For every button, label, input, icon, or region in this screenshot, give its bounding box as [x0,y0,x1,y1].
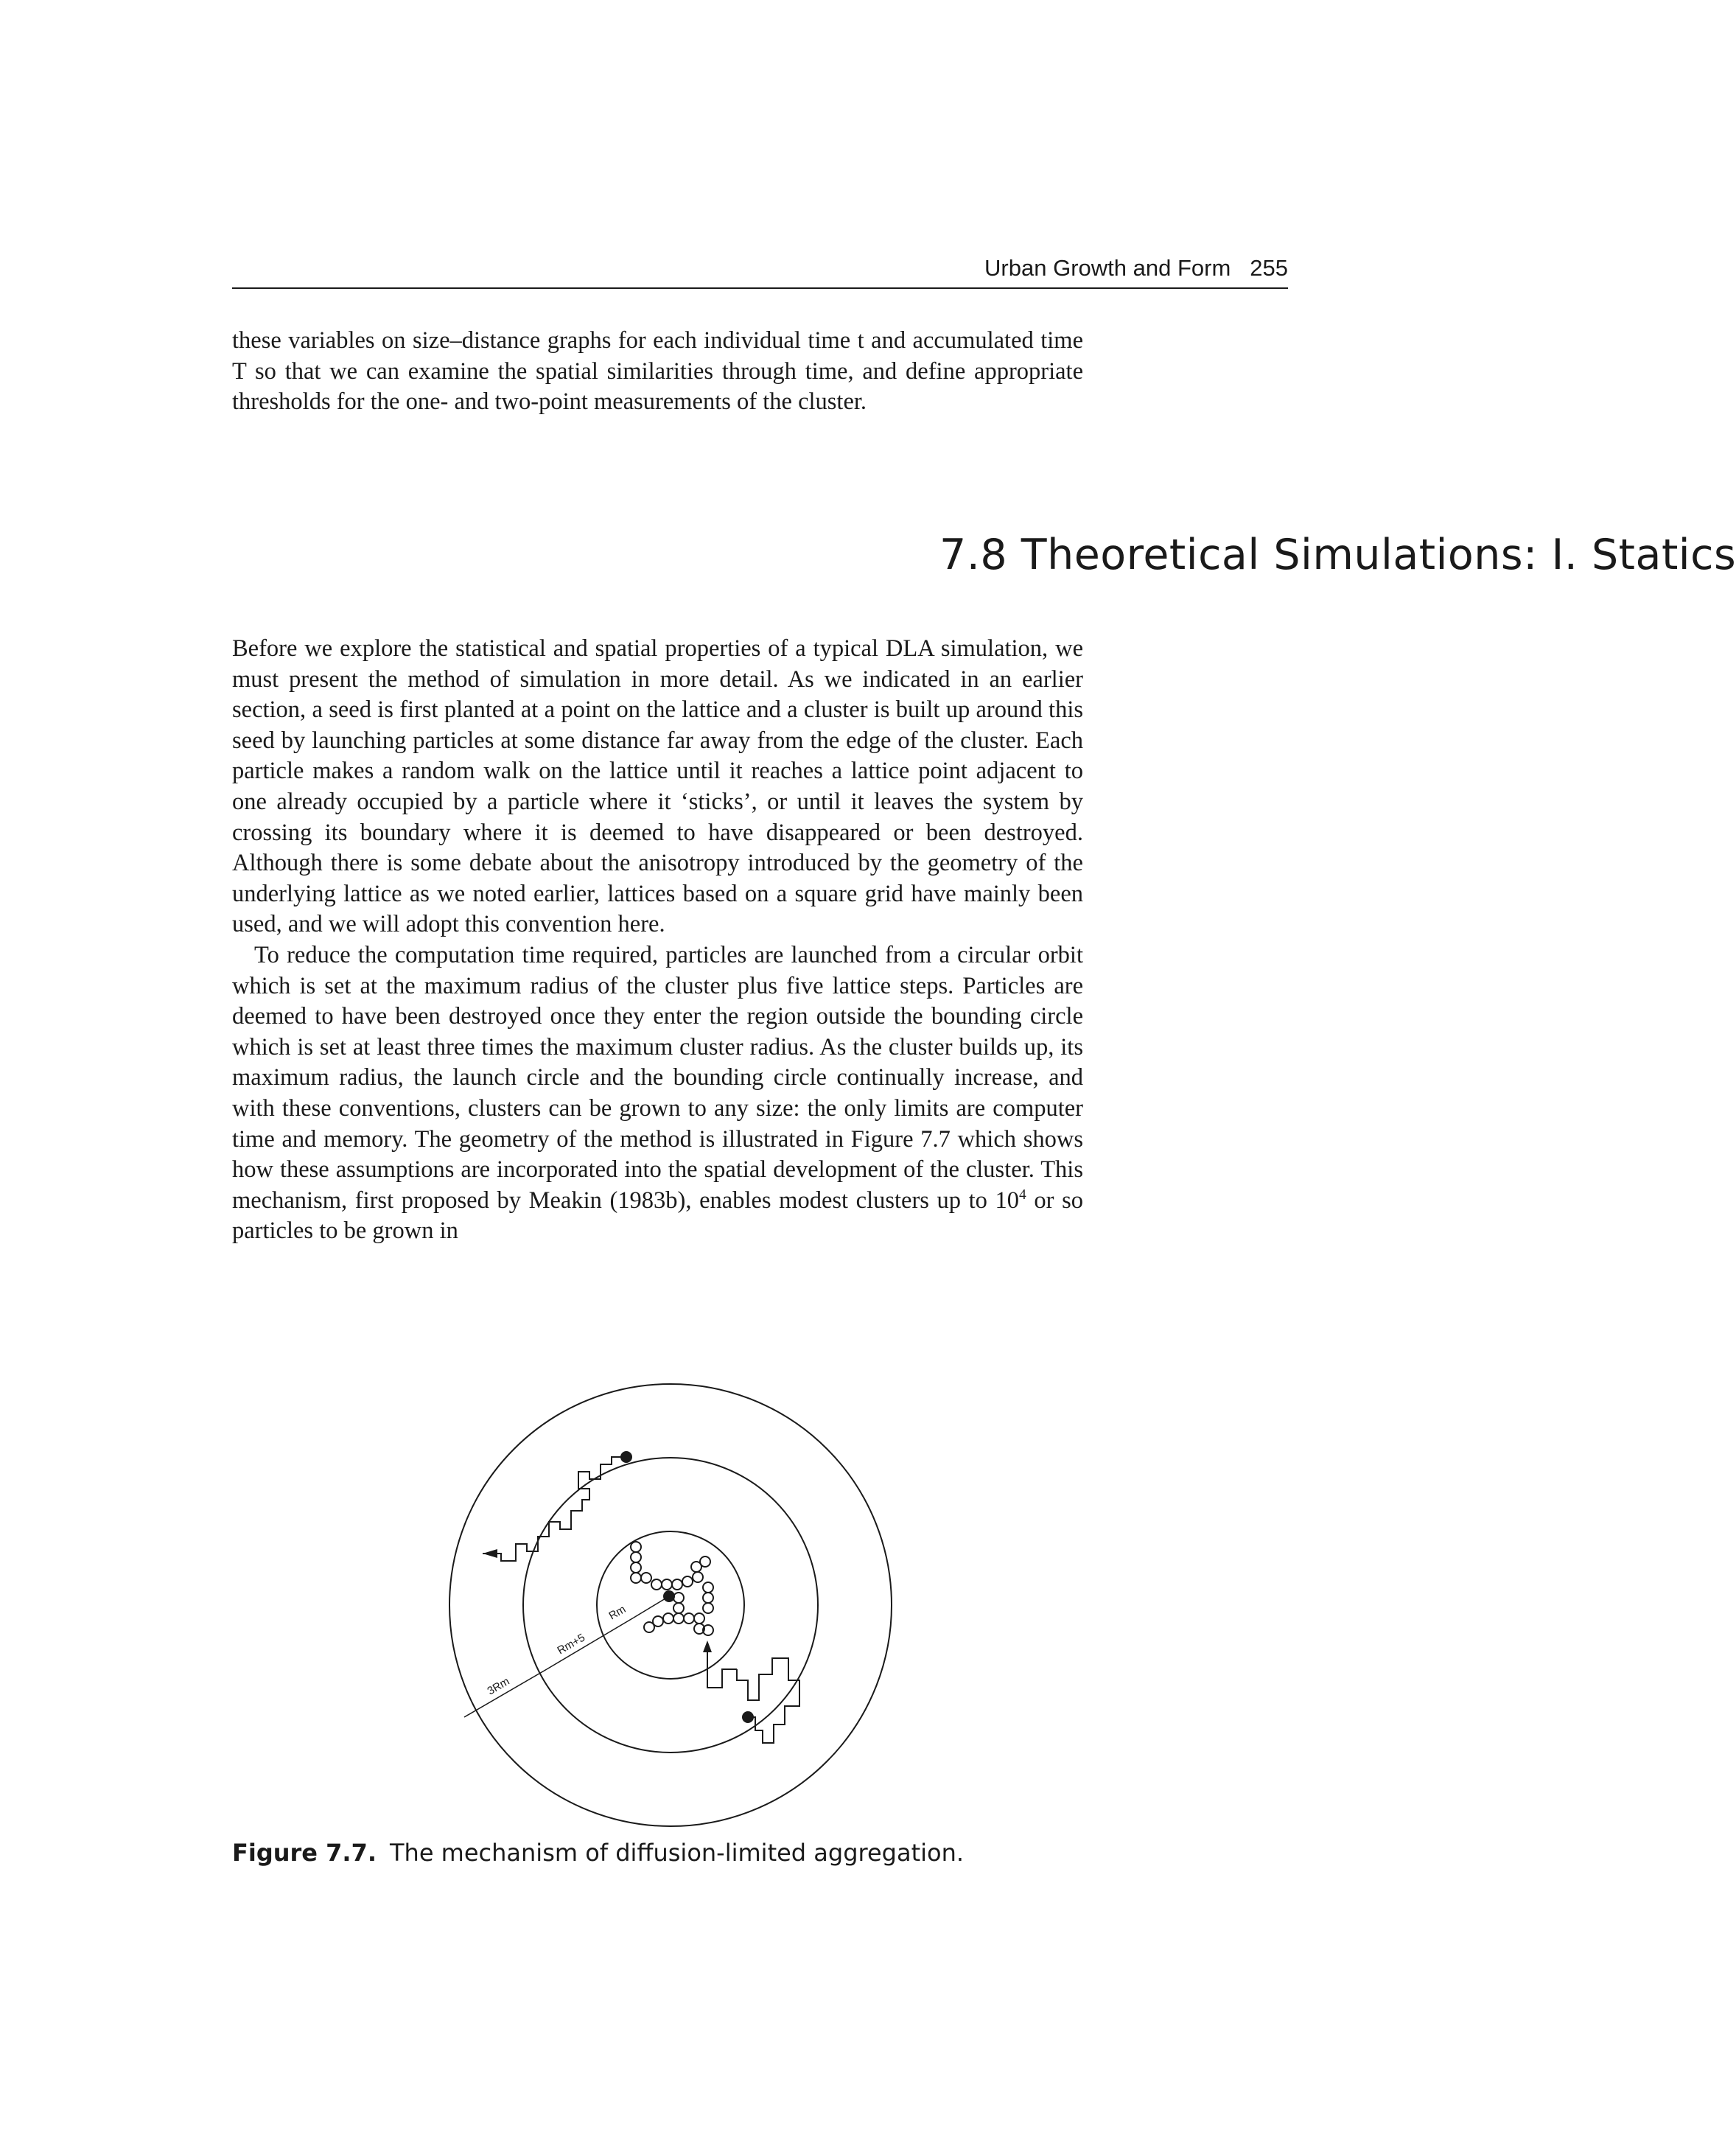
label-rm-plus-5: Rm+5 [555,1631,588,1657]
caption-text: The mechanism of diffusion-limited aggregation. [389,1839,965,1867]
paragraph-2: To reduce the computation time required, particles are launched from a circular orbit which is set at the maximum radius of the cluster plus five lattice steps. Particles are deemed to have been destroyed once they enter the region outside the bounding circle which is set at least three times the maximum cluster radius. As the cluster builds up, its maximum radius, the launch circle and the bounding circle continually increase, and with these conventions, clusters can be grown to any size: the only limits are computer time and memory. The geometry of the method is illustrated in Figure 7.7 which shows how these assumptions are incorporated into the spatial development of the cluster. This mechanism, first proposed by Meakin (1983b), enables modest clusters up to $10^4$ or so particles to be grown in [232,941,1083,1245]
label-rm: Rm [606,1603,629,1623]
page-number: 255 [1250,255,1288,281]
paragraph-1: Before we explore the statistical and spatial properties of a typical DLA simulation, we must present the method of simulation in more detail. As we indicated in an earlier section, a seed is first planted at a point on the lattice and a cluster is built up around this seed by launching particles at some distance far away from the edge of the cluster. Each particle makes a random walk on the lattice until it reaches a lattice point adjacent to one already occupied by a particle where it ‘sticks’, or until it leaves the system by crossing its boundary where it is deemed to have disappeared or been destroyed. Although there is some debate about the anisotropy introduced by the geometry of the underlying lattice as we noted earlier, lattices based on a square grid have mainly been used, and we will adopt this convention here. [232,635,1083,938]
bounding-circle [449,1384,892,1826]
stick-arrow [703,1640,712,1652]
dla-diagram [413,1371,914,1828]
launch-point-2 [742,1711,754,1723]
random-walk-sticking [737,1658,799,1743]
caption-label: Figure 7.7. [232,1839,377,1867]
exponent: 4 [1019,1187,1026,1203]
running-title: Urban Growth and Form [984,255,1231,281]
paragraph: these variables on size–distance graphs for each individual time t and accumulated time T so that we can examine the spatial similarities through time, and define appropriate thresholds for the one- and two-point measurements of the cluster. [232,327,1083,416]
continuation-paragraph [232,326,1083,418]
launch-circle [523,1458,818,1753]
section-heading: 7.8 Theoretical Simulations: I. Statics [939,531,1736,579]
section-body [232,634,1083,1247]
figure-caption [232,1839,964,1867]
escape-arrow [483,1549,497,1558]
label-3rm: 3Rm [485,1674,512,1698]
launch-point [620,1451,632,1463]
running-header [232,249,1288,289]
figure-dla-mechanism [413,1371,914,1828]
cluster-particles [631,1542,713,1635]
